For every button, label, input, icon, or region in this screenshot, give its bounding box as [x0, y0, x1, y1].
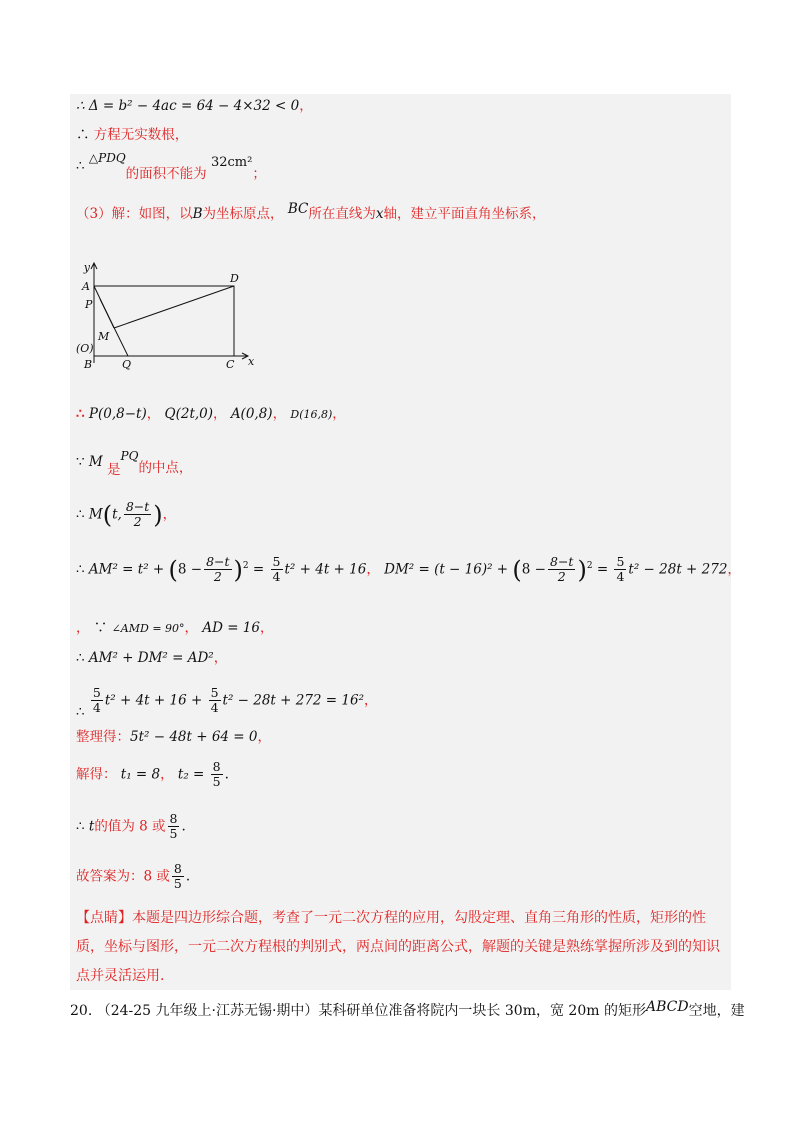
therefore-symbol: ∴ — [76, 818, 85, 835]
ad-length: AD = 16 — [202, 620, 260, 636]
coord-d: D(16,8) — [290, 408, 333, 421]
part3-text-d: 轴，建立平面直角坐标系， — [383, 206, 546, 222]
therefore-symbol: ∴ — [76, 127, 90, 143]
question-text-a: 某科研单位准备将院内一块长 30m，宽 20m 的矩形 — [318, 1003, 646, 1019]
therefore-symbol: ∴ — [76, 650, 85, 666]
x-axis-label: x — [248, 355, 255, 368]
area-conclusion-line — [76, 151, 266, 182]
coordinate-figure — [76, 258, 256, 373]
frac-den: 4 — [272, 569, 281, 585]
rectangle-abcd — [94, 286, 234, 356]
lead-comma: ， — [76, 620, 90, 636]
because-symbol: ∵ — [93, 620, 108, 636]
am-rhs: t² + 4t + 16 — [284, 561, 367, 578]
punct: ， — [299, 98, 313, 114]
area-value: 32cm² — [210, 155, 253, 170]
segment-md — [114, 286, 234, 328]
answer-text: 故答案为：8 或 — [76, 868, 170, 885]
answer-line — [76, 862, 190, 892]
sep: ， — [272, 406, 287, 422]
frac-num: 8 — [212, 759, 221, 774]
am-lhs: AM² = t² + — [88, 561, 169, 578]
coord-p: P(0,8−t) — [88, 406, 147, 422]
question-source: （24-25 九年级上·江苏无锡·期中） — [96, 1003, 319, 1019]
frac-num: 5 — [210, 685, 219, 700]
discriminant-math: ∴ Δ = b² − 4ac = 64 − 4×32 < 0 — [76, 98, 300, 114]
punct: ； — [252, 166, 266, 182]
because-symbol: ∵ — [76, 454, 85, 470]
var-m: M — [88, 506, 103, 523]
punct: . — [185, 868, 191, 885]
punct: ， — [260, 620, 274, 636]
dm-rhs: t² − 28t + 272 — [628, 561, 728, 578]
point-c-label: C — [226, 358, 235, 371]
solution-panel — [70, 94, 731, 990]
point-d-label: D — [230, 272, 239, 285]
var-b: B — [192, 206, 203, 222]
sep: ， — [184, 620, 199, 636]
therefore-symbol: ∴ — [76, 704, 85, 721]
simplified-math: 5t² − 48t + 64 = 0 — [130, 729, 258, 745]
coordinates-line — [76, 408, 346, 422]
frac-num: 5 — [272, 554, 281, 569]
y-axis-label: y — [83, 261, 90, 274]
triangle-pdq: △PDQ — [88, 151, 126, 165]
therefore-symbol: ∴ — [76, 506, 85, 523]
no-real-roots-text: 方程无实数根， — [93, 127, 189, 143]
frac-num: 8−t — [206, 554, 230, 569]
coord-a: A(0,8) — [230, 406, 273, 422]
punct: ， — [257, 729, 271, 745]
pythagoras-line — [76, 652, 227, 666]
var-t: t — [88, 818, 95, 835]
t1-value: t₁ = 8 — [120, 766, 161, 783]
point-q-label: Q — [122, 358, 132, 371]
punct: ， — [162, 506, 177, 523]
equation-part-a: t² + 4t + 16 + — [104, 692, 207, 709]
point-a-label: A — [82, 280, 90, 293]
solution-line — [76, 760, 229, 790]
sep: ， — [160, 766, 174, 783]
fraction — [124, 500, 151, 530]
no-real-roots-line — [76, 129, 188, 143]
frac-den: 5 — [169, 826, 178, 842]
paren-close: ) — [153, 500, 163, 529]
punct: . — [181, 818, 186, 835]
frac-den: 4 — [210, 700, 219, 716]
t-value-text: 的值为 8 或 — [94, 818, 166, 835]
midpoint-coord-line — [76, 500, 176, 530]
equation-part-b: t² − 28t + 272 = 16² — [222, 692, 364, 709]
frac-num: 5 — [616, 554, 625, 569]
point-b-label: B — [84, 358, 93, 371]
paren-open: ( — [102, 500, 113, 529]
frac-num: 8−t — [125, 499, 150, 514]
dm-lhs: DM² = (t − 16)² + — [384, 561, 513, 578]
part3-text-c: 所在直线为 — [308, 206, 376, 222]
comment-paragraph: 【点睛】本题是四边形综合题，考查了一元二次方程的应用，勾股定理、直角三角形的性质，矩形的性质，坐标与图形，一元二次方程根的判别式，两点间的距离公式，解题的关键是熟练掌握所涉及到的知识点并灵活运用. — [76, 910, 720, 984]
sep: ， — [213, 406, 227, 422]
therefore-symbol: ∴ — [76, 406, 85, 422]
right-angle-line — [76, 622, 274, 636]
frac-den: 2 — [557, 569, 566, 585]
distance-squared-line: ∴ AM² = t² + (8 − $\frac{8-t}{2}$ )$^2$ = $\frac{5}{4}$ t² + 4t + 16， DM² = (t − 16)² + (8 − $\frac{8-t}{2}$ )$^2$ = $\frac{5}{4}$ t² − 28t + 272， — [76, 554, 741, 585]
solution-label: 解得： — [76, 766, 117, 783]
t2-label: t₂ = — [177, 766, 209, 783]
frac-num: 5 — [92, 685, 101, 700]
sep: ， — [332, 406, 346, 422]
coord-q: Q(2t,0) — [164, 406, 214, 422]
sep: ， — [366, 561, 380, 578]
simplified-label: 整理得： — [76, 729, 130, 745]
angle-amd: ∠AMD = 90° — [111, 622, 185, 635]
punct: ， — [364, 692, 378, 709]
frac-den: 4 — [616, 569, 625, 585]
simplified-line — [76, 731, 271, 745]
frac-den: 5 — [173, 876, 182, 892]
midpoint-line — [76, 449, 193, 478]
therefore-symbol: ∴ — [76, 561, 85, 578]
point-p-label: P — [85, 298, 93, 311]
point-o-label: (O) — [76, 342, 94, 355]
var-m: M — [88, 454, 103, 470]
var-t: t, — [112, 506, 122, 523]
frac-num: 8 — [169, 811, 178, 826]
t-value-line — [76, 812, 186, 842]
part3-setup-line — [76, 201, 546, 222]
punct: . — [224, 766, 229, 783]
punct: ， — [213, 650, 228, 666]
frac-den: 2 — [133, 514, 142, 530]
var-bc: BC — [287, 201, 309, 217]
midpoint-text-b: 的中点， — [138, 460, 193, 476]
therefore-symbol: ∴ — [76, 158, 85, 174]
var-abcd: ABCD — [645, 999, 689, 1015]
pythagoras-math: AM² + DM² = AD² — [88, 650, 214, 666]
midpoint-text-a: 是 — [107, 462, 121, 478]
part3-text-a: （3）解：如图，以 — [76, 206, 193, 222]
part3-text-b: 为坐标原点， — [202, 206, 284, 222]
frac-den: 5 — [212, 774, 221, 790]
equation-line — [76, 685, 378, 721]
area-text: 的面积不能为 — [125, 166, 207, 182]
var-pq: PQ — [120, 449, 139, 463]
question-text-b: 空地，建 — [688, 1003, 745, 1019]
frac-den: 4 — [92, 700, 101, 716]
discriminant-line — [76, 100, 313, 114]
var-x: x — [375, 206, 384, 222]
frac-num: 8−t — [550, 554, 574, 569]
question-20 — [70, 1000, 745, 1020]
frac-den: 2 — [213, 569, 222, 585]
frac-num: 8 — [173, 861, 182, 876]
sep: ， — [727, 561, 741, 578]
point-m-label: M — [98, 330, 110, 343]
question-number: 20. — [70, 1003, 93, 1019]
sep: ， — [146, 406, 161, 422]
